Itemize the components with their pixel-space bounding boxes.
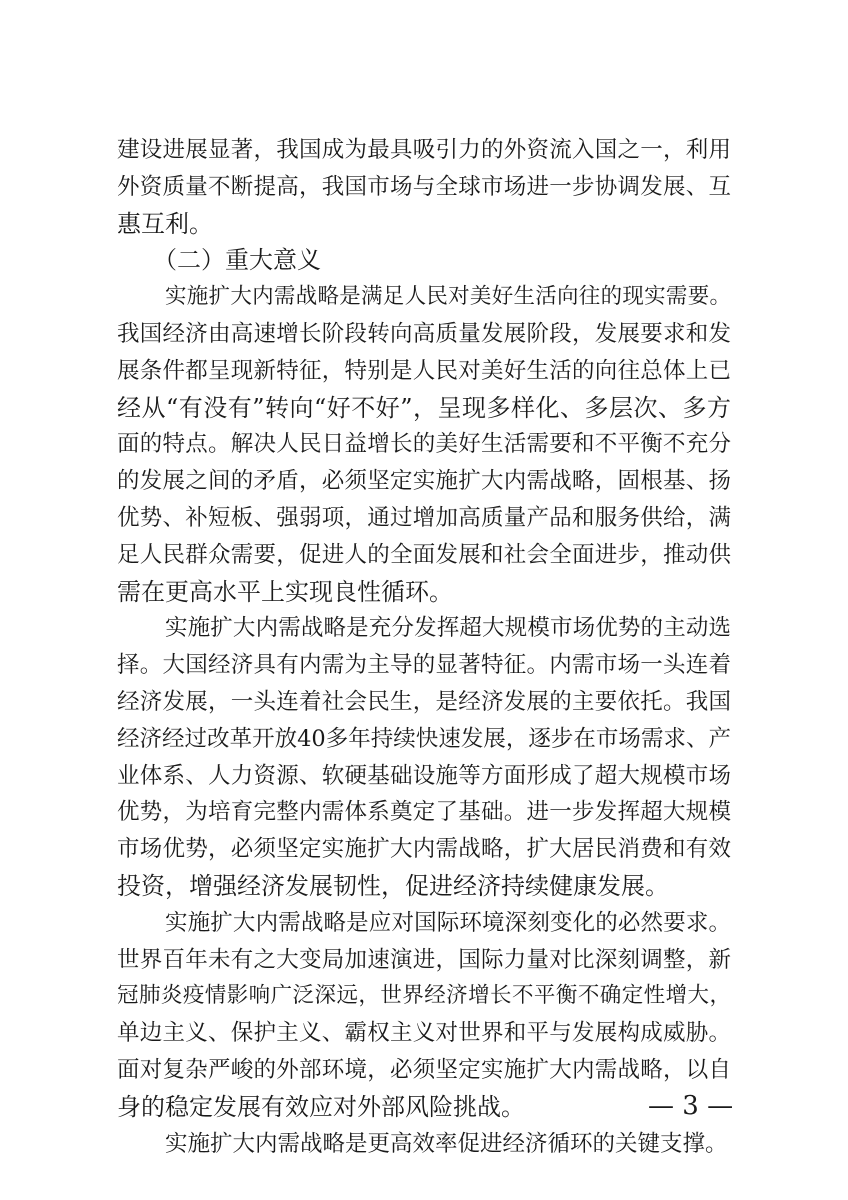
text-line: 面的特点。解决人民日益增长的美好生活需要和不平衡不充分 [117, 431, 731, 458]
text-line: 惠互利。 [117, 209, 213, 238]
text-line: 经济经过改革开放40多年持续快速发展，逐步在市场需求、产 [117, 725, 731, 752]
text-line: 的发展之间的矛盾，必须坚定实施扩大内需战略，固根基、扬 [117, 468, 731, 495]
text-line: 我国经济由高速增长阶段转向高质量发展阶段，发展要求和发 [117, 320, 731, 347]
text-line: 单边主义、保护主义、霸权主义对世界和平与发展构成威胁。 [117, 1020, 731, 1047]
text-line: 实施扩大内需战略是充分发挥超大规模市场优势的主动选 [165, 615, 731, 642]
text-line: 冠肺炎疫情影响广泛深远，世界经济增长不平衡不确定性增大， [117, 983, 731, 1009]
text-line: 实施扩大内需战略是更高效率促进经济循环的关键支撑。 [165, 1130, 728, 1157]
text-line: 投资，增强经济发展韧性，促进经济持续健康发展。 [117, 871, 669, 900]
paragraph-continuation [117, 132, 731, 242]
text-line: 展条件都呈现新特征，特别是人民对美好生活的向往总体上已 [117, 357, 731, 384]
text-line: 业体系、人力资源、软硬基础设施等方面形成了超大规模市场 [117, 762, 731, 789]
document-body [117, 132, 734, 1162]
text-line: 择。大国经济具有内需为主导的显著特征。内需市场一头连着 [117, 652, 731, 679]
paragraph [117, 610, 731, 904]
text-line: 需在更高水平上实现良性循环。 [117, 577, 453, 606]
paragraph [117, 279, 731, 610]
text-line: 外资质量不断提高，我国市场与全球市场进一步协调发展、互 [117, 173, 731, 200]
text-line: 建设进展显著，我国成为最具吸引力的外资流入国之一，利用 [117, 137, 731, 163]
text-line: 实施扩大内需战略是满足人民对美好生活向往的现实需要。 [165, 284, 731, 310]
text-line: 优势，为培育完整内需体系奠定了基础。进一步发挥超大规模 [117, 799, 731, 826]
text-line: 市场优势，必须坚定实施扩大内需战略，扩大居民消费和有效 [117, 836, 731, 863]
paragraph [117, 1126, 731, 1163]
text-line: 面对复杂严峻的外部环境，必须坚定实施扩大内需战略，以自 [117, 1056, 731, 1083]
text-line: 身的稳定发展有效应对外部风险挑战。 [117, 1092, 525, 1121]
page-number: — 3 — [648, 1091, 734, 1121]
text-line: 世界百年未有之大变局加速演进，国际力量对比深刻调整，新 [117, 946, 731, 973]
text-line: 优势、补短板、强弱项，通过增加高质量产品和服务供给，满 [117, 504, 731, 531]
text-line: 经从“有没有”转向“好不好”，呈现多样化、多层次、多方 [117, 393, 731, 422]
section-heading: （二）重大意义 [153, 246, 321, 275]
text-line: 经济发展，一头连着社会民生，是经济发展的主要依托。我国 [117, 688, 731, 715]
text-line: 足人民群众需要，促进人的全面发展和社会全面进步，推动供 [117, 541, 731, 568]
paragraph [117, 905, 734, 1126]
text-line: 实施扩大内需战略是应对国际环境深刻变化的必然要求。 [165, 909, 731, 936]
